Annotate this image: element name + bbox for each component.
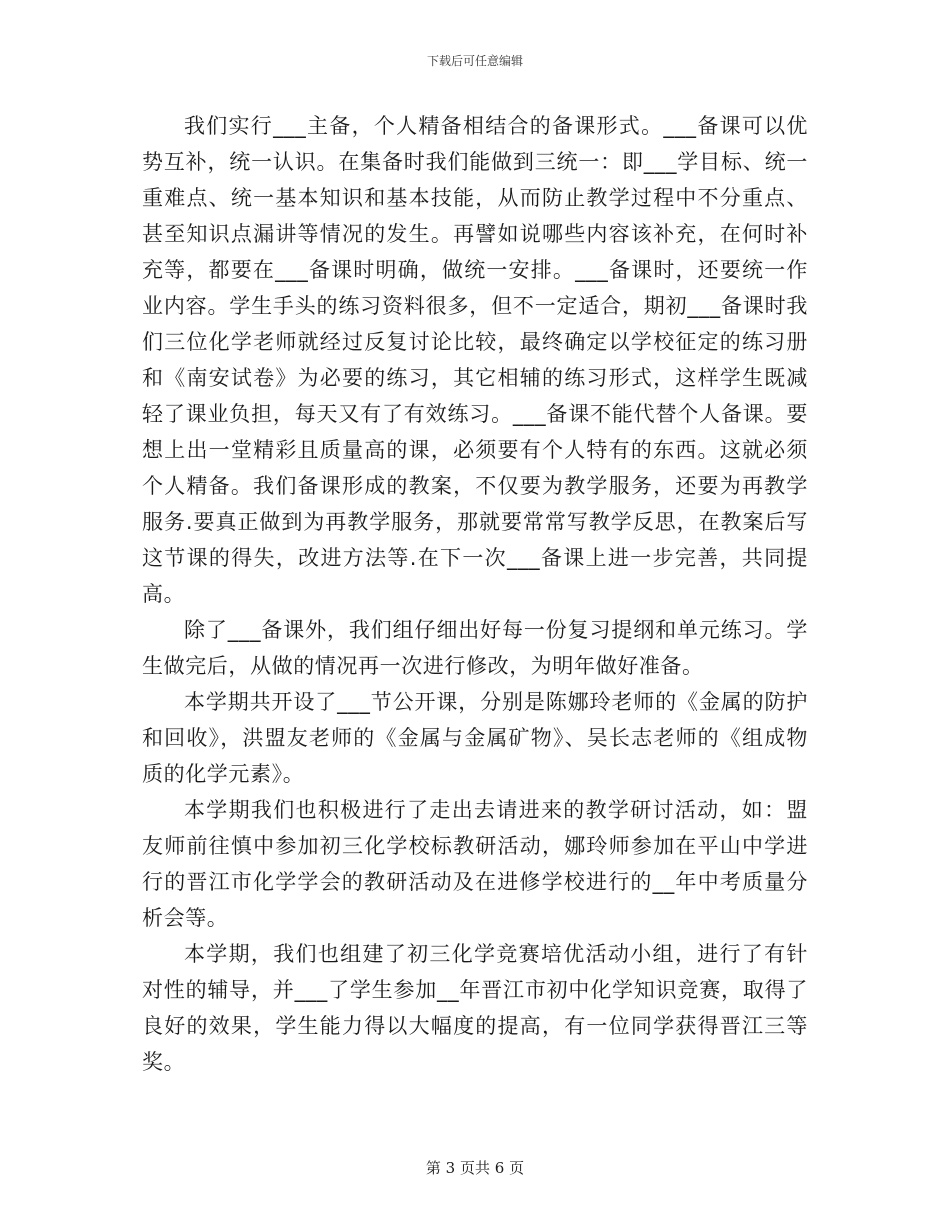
paragraph-1: 我们实行___主备，个人精备相结合的备课形式。___备课可以优势互补，统一认识。在集备时我们能做到三统一：即___学目标、统一重难点、统一基本知识和基本技能，从而防止教学过程中不分重点、甚至知识点漏讲等情况的发生。再譬如说哪些内容该补充，在何时补充等，都要在___备课时明确，做统一安排。___备课时，还要统一作业内容。学生手头的练习资料很多，但不一定适合，期初___备课时我们三位化学老师就经过反复讨论比较，最终确定以学校征定的练习册和《南安试卷》为必要的练习，其它相辅的练习形式，这样学生既减轻了课业负担，每天又有了有效练习。___备课不能代替个人备课。要想上出一堂精彩且质量高的课，必须要有个人特有的东西。这就必须个人精备。我们备课形成的教案，不仅要为教学服务，还要为再教学服务.要真正做到为再教学服务，那就要常常写教学反思，在教案后写这节课的得失，改进方法等.在下一次___备课上进一步完善，共同提高。: [142, 114, 808, 606]
paragraph-3: 本学期共开设了___节公开课，分别是陈娜玲老师的《金属的防护和回收》，洪盟友老师的《金属与金属矿物》、吴长志老师的《组成物质的化学元素》。: [142, 690, 808, 786]
paragraph-5: 本学期，我们也组建了初三化学竞赛培优活动小组，进行了有针对性的辅导，并___了学生参加__年晋江市初中化学知识竞赛，取得了良好的效果，学生能力得以大幅度的提高，有一位同学获得晋江三等奖。: [142, 942, 808, 1074]
document-body: [142, 108, 808, 1080]
paragraph-2: 除了___备课外，我们组仔细出好每一份复习提纲和单元练习。学生做完后，从做的情况再一次进行修改，为明年做好准备。: [142, 618, 808, 678]
page-footer: 第 3 页共 6 页: [425, 1159, 525, 1177]
page-header: 下载后可任意编辑: [426, 54, 523, 68]
paragraph-4: 本学期我们也积极进行了走出去请进来的教学研讨活动，如：盟友师前往慎中参加初三化学校标教研活动，娜玲师参加在平山中学进行的晋江市化学学会的教研活动及在进修学校进行的__年中考质量分析会等。: [142, 798, 808, 930]
